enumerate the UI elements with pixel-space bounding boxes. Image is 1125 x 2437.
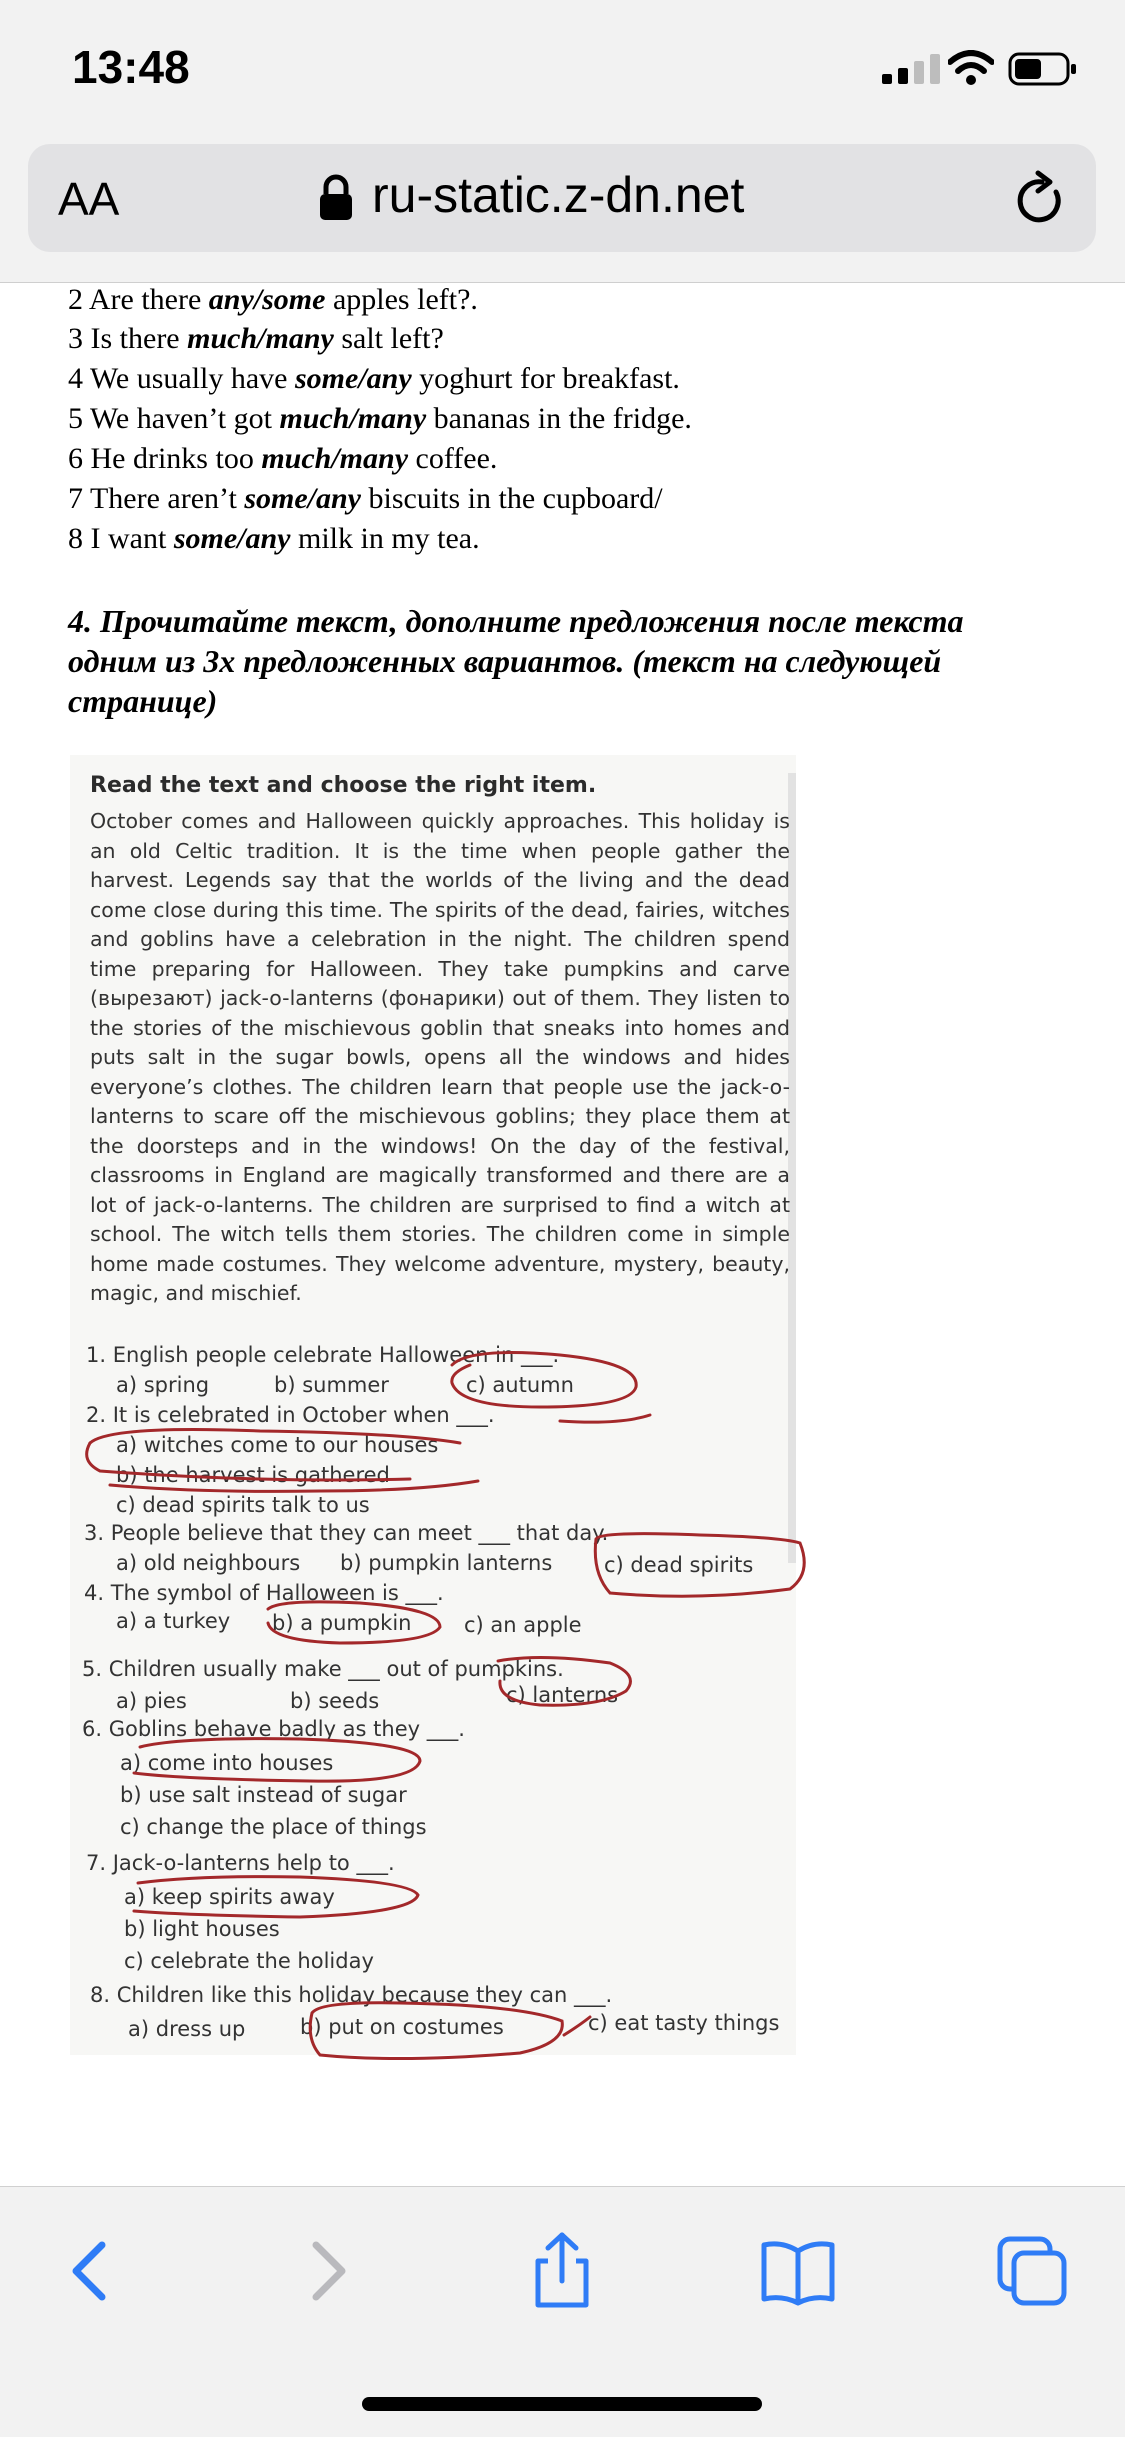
option: c) change the place of things [120, 1815, 427, 1839]
exercise-line: 4 We usually have some/any yoghurt for breakfast. [68, 362, 680, 395]
forward-icon[interactable] [286, 2231, 366, 2311]
option: b) seeds [290, 1689, 380, 1713]
wifi-icon [948, 50, 994, 86]
tabs-icon[interactable] [992, 2231, 1072, 2311]
option: a) old neighbours [116, 1551, 301, 1575]
lock-icon [318, 174, 354, 222]
exercise-line: 3 Is there much/many salt left? [68, 322, 444, 355]
option: b) a pumpkin [272, 1611, 412, 1635]
option: c) eat tasty things [588, 2011, 780, 2035]
clock: 13:48 [72, 41, 190, 93]
exercise-line: 7 There aren’t some/any biscuits in the cupboard/ [68, 482, 663, 515]
reading-text: October comes and Halloween quickly approaches. This holiday is an old Celtic tradition. It is the time when people gather the harvest. Legends say that the worlds of the living and the dead come close during this time. The spirits of the dead, fairies, witches and goblins have a celebration in the night. The children spend time preparing for Halloween. They take pumpkins and carve (вырезают) jack-o-lanterns (фонарики) out of them. They listen to the stories of the mischievous goblin that sneaks into homes and puts salt in the sugar bowls, opens all the windows and hides everyone’s clothes. The children learn that people use the jack-o-lanterns to scare off the mischievous goblins; they place them at the doorsteps and in the windows! On the day of the festival, classrooms in England are magically transformed and there are a lot of jack-o-lanterns. The children are surprised to find a witch at school. The witch tells them stories. The children come in simple home made costumes. They welcome adventure, mystery, beauty, magic, and mischief. [90, 809, 790, 1305]
text-size-button[interactable]: AA [58, 173, 120, 225]
option: b) use salt instead of sugar [120, 1783, 407, 1807]
option: a) spring [116, 1373, 210, 1397]
option: c) dead spirits [604, 1553, 754, 1577]
reading-title: Read the text and choose the right item. [90, 773, 597, 798]
browser-address-area [0, 140, 1125, 283]
option: a) keep spirits away [124, 1885, 335, 1909]
exercise-line: 8 I want some/any milk in my tea. [68, 522, 480, 555]
option: b) the harvest is gathered [116, 1463, 390, 1487]
option: a) a turkey [116, 1609, 231, 1633]
option: b) put on costumes [300, 2015, 504, 2039]
task-4-instructions: 4. Прочитайте текст, дополните предложения после текста одним из 3х предложенных вариантов. (текст на следующей странице) [68, 603, 964, 719]
question-7: 7. Jack-o-lanterns help to ___. [86, 1851, 395, 1875]
question-5: 5. Children usually make ___ out of pumpkins. [82, 1657, 564, 1681]
question-2: 2. It is celebrated in October when ___. [86, 1403, 495, 1427]
url-text[interactable]: ru-static.z-dn.net [372, 167, 745, 223]
option: c) celebrate the holiday [124, 1949, 374, 1973]
exercise-line: 6 He drinks too much/many coffee. [68, 442, 498, 475]
exercise-line: 2 Are there any/some apples left?. [68, 283, 478, 316]
page-content [0, 283, 1125, 2183]
home-indicator[interactable] [362, 2397, 762, 2411]
status-bar [0, 0, 1125, 140]
exercise-line: 5 We haven’t got much/many bananas in the fridge. [68, 402, 692, 435]
back-icon[interactable] [52, 2231, 132, 2311]
question-8: 8. Children like this holiday because they can ___. [90, 1983, 613, 2007]
option: c) an apple [464, 1613, 582, 1637]
question-1: 1. English people celebrate Halloween in ___. [86, 1343, 560, 1367]
cellular-signal-icon [880, 52, 944, 86]
share-icon[interactable] [522, 2231, 602, 2311]
question-3: 3. People believe that they can meet ___ that day. [84, 1521, 609, 1545]
option: a) dress up [128, 2017, 246, 2041]
option: a) pies [116, 1689, 187, 1713]
option: c) dead spirits talk to us [116, 1493, 370, 1517]
battery-icon [1008, 52, 1078, 86]
question-4: 4. The symbol of Halloween is ___. [84, 1581, 444, 1605]
reload-icon[interactable] [1014, 170, 1068, 226]
option: a) witches come to our houses [116, 1433, 439, 1457]
bookmarks-icon[interactable] [758, 2231, 838, 2311]
question-6: 6. Goblins behave badly as they ___. [82, 1717, 465, 1741]
address-bar[interactable] [28, 144, 1096, 252]
option: b) light houses [124, 1917, 280, 1941]
option: b) summer [274, 1373, 389, 1397]
option: b) pumpkin lanterns [340, 1551, 553, 1575]
option: c) lanterns [506, 1683, 619, 1707]
option: a) come into houses [120, 1751, 334, 1775]
option: c) autumn [466, 1373, 574, 1397]
